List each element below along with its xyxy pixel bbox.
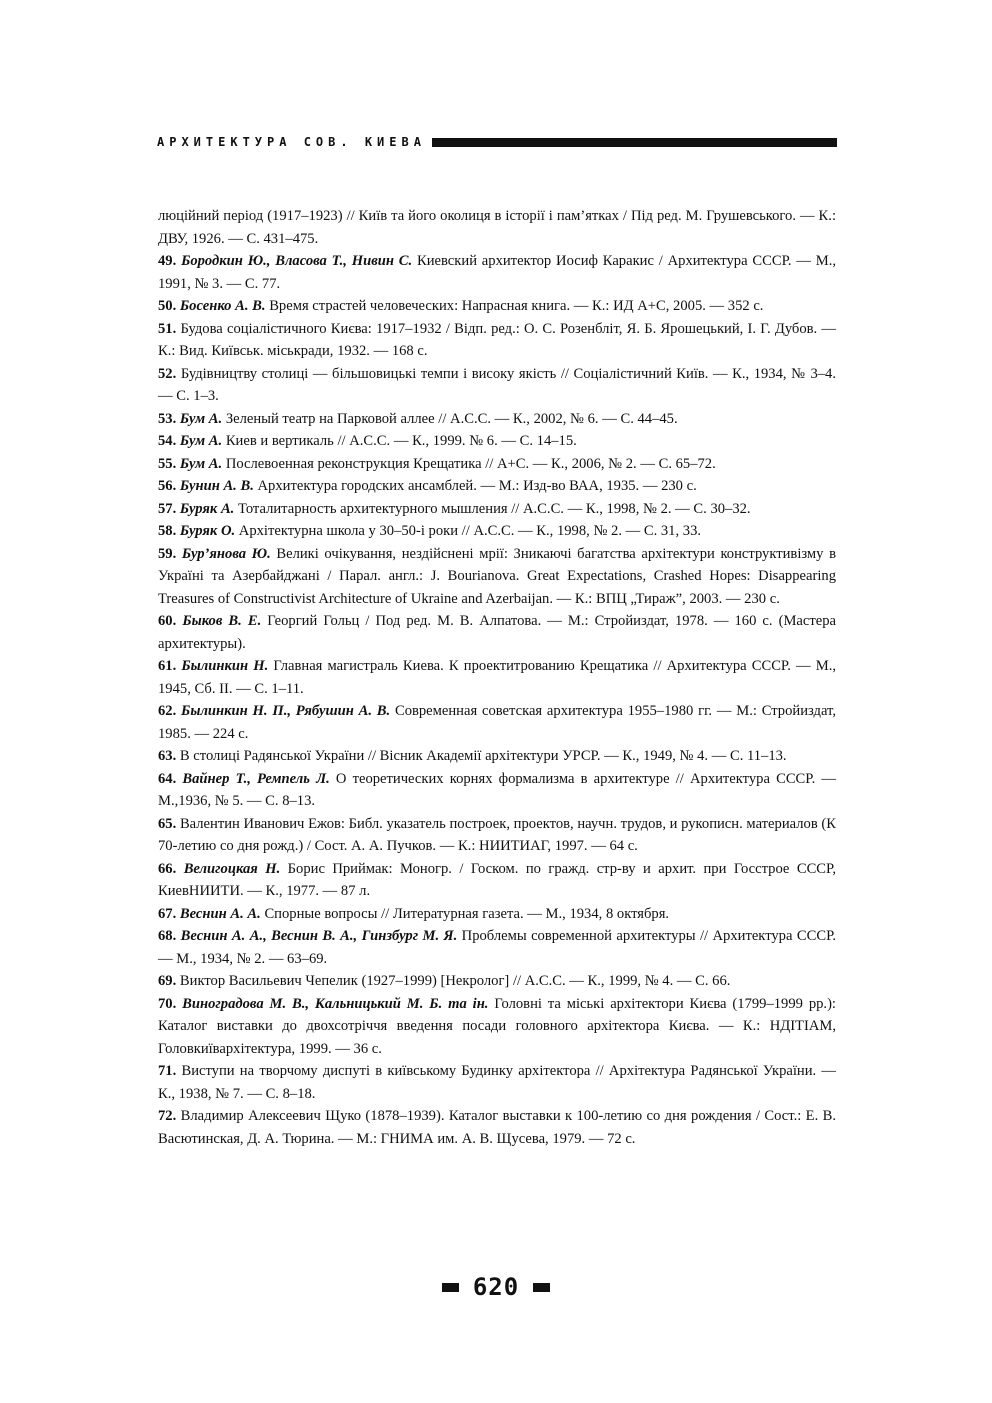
bibliography-entry [158, 970, 836, 993]
bibliography-entry [158, 363, 836, 408]
entry-number: 62. [158, 703, 177, 719]
entry-number: 59. [158, 545, 177, 562]
entry-text: Тоталитарность архитектурного мышления // А.С.С. — К., 1998, № 2. — С. 30–32. [238, 500, 751, 517]
entry-text: О теоретических корнях формализма в архитектуре // Архитектура СССР. — М.,1936, № 5. — С. 8–13. [158, 770, 836, 809]
bibliography-entry [158, 295, 836, 318]
entry-number: 53. [158, 410, 177, 427]
entry-text: Киев и вертикаль // А.С.С. — К., 1999. № 6. — С. 14–15. [225, 433, 577, 449]
bibliography-entry [158, 318, 836, 363]
bibliography-entry [158, 1105, 836, 1150]
entry-number: 68. [158, 928, 177, 944]
entry-number: 61. [158, 658, 177, 674]
entry-author: Бородкин Ю., Власова Т., Нивин С. [181, 253, 413, 269]
entry-author: Веснин А. А. [179, 905, 261, 922]
bibliography-entry [158, 813, 836, 858]
entry-number: 72. [158, 1108, 177, 1124]
entry-text: Будівництву столиці — більшовицькі темпи і високу якість // Соціалістичний Київ. — К., 1934, № 3–4. — С. 1–3. [158, 365, 836, 404]
bibliography-entry [158, 453, 836, 476]
bibliography-entry [158, 205, 836, 250]
header-rule [432, 138, 837, 147]
entry-number: 56. [158, 478, 177, 494]
entry-number: 49. [158, 253, 177, 269]
entry-text: Спорные вопросы // Литературная газета. — М., 1934, 8 октября. [264, 905, 670, 922]
entry-text: люційний період (1917–1923) // Київ та його околиця в історії і пам’ятках / Під ред. М. Грушевського. — К.: ДВУ, 1926. — С. 431–475. [158, 208, 836, 247]
entry-text: Киевский архитектор Иосиф Каракис / Архитектура СССР. — М., 1991, № 3. — С. 77. [158, 253, 836, 292]
entry-number: 69. [158, 973, 177, 989]
entry-text: Будова соціалістичного Києва: 1917–1932 / Відп. ред.: О. С. Розенбліт, Я. Б. Ярошецький, І. Г. Дубов. — К.: Вид. Київськ. міськради, 1932. — 168 с. [158, 320, 837, 359]
entry-author: Бур’янова Ю. [181, 545, 271, 562]
bibliography-entry [158, 610, 836, 655]
entry-number: 71. [158, 1063, 177, 1079]
entry-number: 66. [158, 860, 177, 877]
bibliography-entry [158, 655, 836, 700]
footer-bar-left [442, 1283, 459, 1292]
entry-author: Виноградова М. В., Кальницький М. Б. та ін. [182, 995, 489, 1012]
entry-number: 52. [158, 365, 177, 382]
bibliography-entry [158, 250, 836, 295]
entry-text: Зеленый театр на Парковой аллее // А.С.С. — К., 2002, № 6. — С. 44–45. [225, 410, 678, 427]
entry-author: Былинкин Н. [181, 658, 269, 674]
entry-author: Бунин А. В. [179, 478, 254, 494]
entry-author: Веснин А. А., Веснин В. А., Гинзбург М. Я. [180, 928, 458, 944]
entry-number: 58. [158, 523, 177, 539]
entry-number: 55. [158, 455, 177, 472]
entry-text: Послевоенная реконструкция Крещатика // А+С. — К., 2006, № 2. — С. 65–72. [225, 455, 716, 472]
bibliography-entry [158, 925, 836, 970]
bibliography-entry [158, 408, 836, 431]
entry-text: Головні та міські архітектори Києва (1799–1999 рр.): Каталог виставки до двохсотріччя введення посади головного архітектора Києва. — К.: НДІТІАМ, Головкиївархітектура, 1999. — 36 с. [158, 995, 836, 1057]
bibliography-entry [158, 903, 836, 926]
entry-author: Быков В. Е. [182, 613, 262, 629]
bibliography-entry [158, 430, 836, 453]
entry-author: Бум А. [179, 433, 223, 449]
bibliography-entry [158, 498, 836, 521]
entry-number: 65. [158, 815, 177, 832]
entry-number: 60. [158, 613, 177, 629]
bibliography-entry [158, 475, 836, 498]
bibliography-entry [158, 520, 836, 543]
entry-author: Велигоцкая Н. [183, 860, 281, 877]
bibliography-list [158, 205, 836, 1150]
page-number: 620 [472, 1273, 520, 1301]
bibliography-entry [158, 745, 836, 768]
entry-number: 64. [158, 770, 177, 787]
entry-text: В столиці Радянської України // Вісник Академії архітектури УРСР. — К., 1949, № 4. — С. 11–13. [179, 748, 787, 764]
entry-text: Великі очікування, нездійснені мрії: Зникаючі багатства архітектури конструктивізму в Україні та Азербайджані / Парал. англ.: J. Bourianova. Great Expectations, Crashed Hopes: Disappearing Treasures of Constructivist Architecture of Ukraine and Azerbaijan. — К.: ВПЦ „Тираж”, 2003. — 230 с. [158, 545, 836, 607]
running-header-title: АРХИТЕКТУРА СОВ. КИЕВА [157, 135, 426, 149]
bibliography-entry [158, 700, 836, 745]
bibliography-entry [158, 768, 836, 813]
entry-author: Босенко А. В. [179, 298, 266, 314]
bibliography-entry [158, 858, 836, 903]
page-footer [0, 1274, 992, 1300]
entry-number: 67. [158, 905, 177, 922]
running-header [157, 133, 837, 151]
entry-text: Архітектурна школа у 30–50-і роки // А.С.С. — К., 1998, № 2. — С. 31, 33. [238, 523, 702, 539]
entry-text: Виступи на творчому диспуті в київському Будинку архітектора // Архітектура Радянської України. — К., 1938, № 7. — С. 8–18. [158, 1063, 836, 1102]
bibliography-entry [158, 543, 836, 611]
entry-text: Время страстей человеческих: Напрасная книга. — К.: ИД А+С, 2005. — 352 с. [269, 298, 764, 314]
entry-author: Бум А. [179, 455, 223, 472]
entry-text: Архитектура городских ансамблей. — М.: Изд-во ВАА, 1935. — 230 с. [257, 478, 697, 494]
entry-number: 63. [158, 748, 177, 764]
entry-number: 50. [158, 298, 177, 314]
entry-number: 51. [158, 320, 177, 337]
entry-text: Главная магистраль Киева. К проектитрованию Крещатика // Архитектура СССР. — М., 1945, Сб. II. — С. 1–11. [158, 658, 836, 697]
entry-text: Проблемы современной архитектуры // Архитектура СССР. — М., 1934, № 2. — 63–69. [158, 928, 837, 967]
entry-text: Георгий Гольц / Под ред. М. В. Алпатова. — М.: Стройиздат, 1978. — 160 с. (Мастера архитектуры). [158, 613, 837, 652]
entry-number: 54. [158, 433, 177, 449]
entry-text: Валентин Иванович Ежов: Библ. указатель построек, проектов, научн. трудов, и рукописн. материалов (К 70-летию со дня рожд.) / Сост. А. А. Пучков. — К.: НИИТИАГ, 1997. — 64 с. [158, 815, 836, 854]
entry-number: 70. [158, 995, 177, 1012]
bibliography-entry [158, 993, 836, 1061]
entry-author: Буряк А. [179, 500, 235, 517]
entry-author: Вайнер Т., Ремпель Л. [182, 770, 330, 787]
bibliography-entry [158, 1060, 836, 1105]
entry-author: Былинкин Н. П., Рябушин А. В. [181, 703, 391, 719]
entry-text: Борис Приймак: Моногр. / Госком. по гражд. стр-ву и архит. при Госстрое СССР, КиевНИИТИ. — К., 1977. — 87 л. [158, 860, 836, 899]
entry-author: Буряк О. [179, 523, 236, 539]
entry-number: 57. [158, 500, 177, 517]
entry-author: Бум А. [179, 410, 223, 427]
entry-text: Современная советская архитектура 1955–1980 гг. — М.: Стройиздат, 1985. — 224 с. [158, 703, 836, 742]
footer-bar-right [533, 1283, 550, 1292]
entry-text: Владимир Алексеевич Щуко (1878–1939). Каталог выставки к 100-летию со дня рождения / Сост.: Е. В. Васютинская, Д. А. Тюрина. — М.: ГНИМА им. А. В. Щусева, 1979. — 72 с. [158, 1108, 837, 1147]
entry-text: Виктор Васильевич Чепелик (1927–1999) [Некролог] // А.С.С. — К., 1999, № 4. — С. 66. [179, 973, 731, 989]
